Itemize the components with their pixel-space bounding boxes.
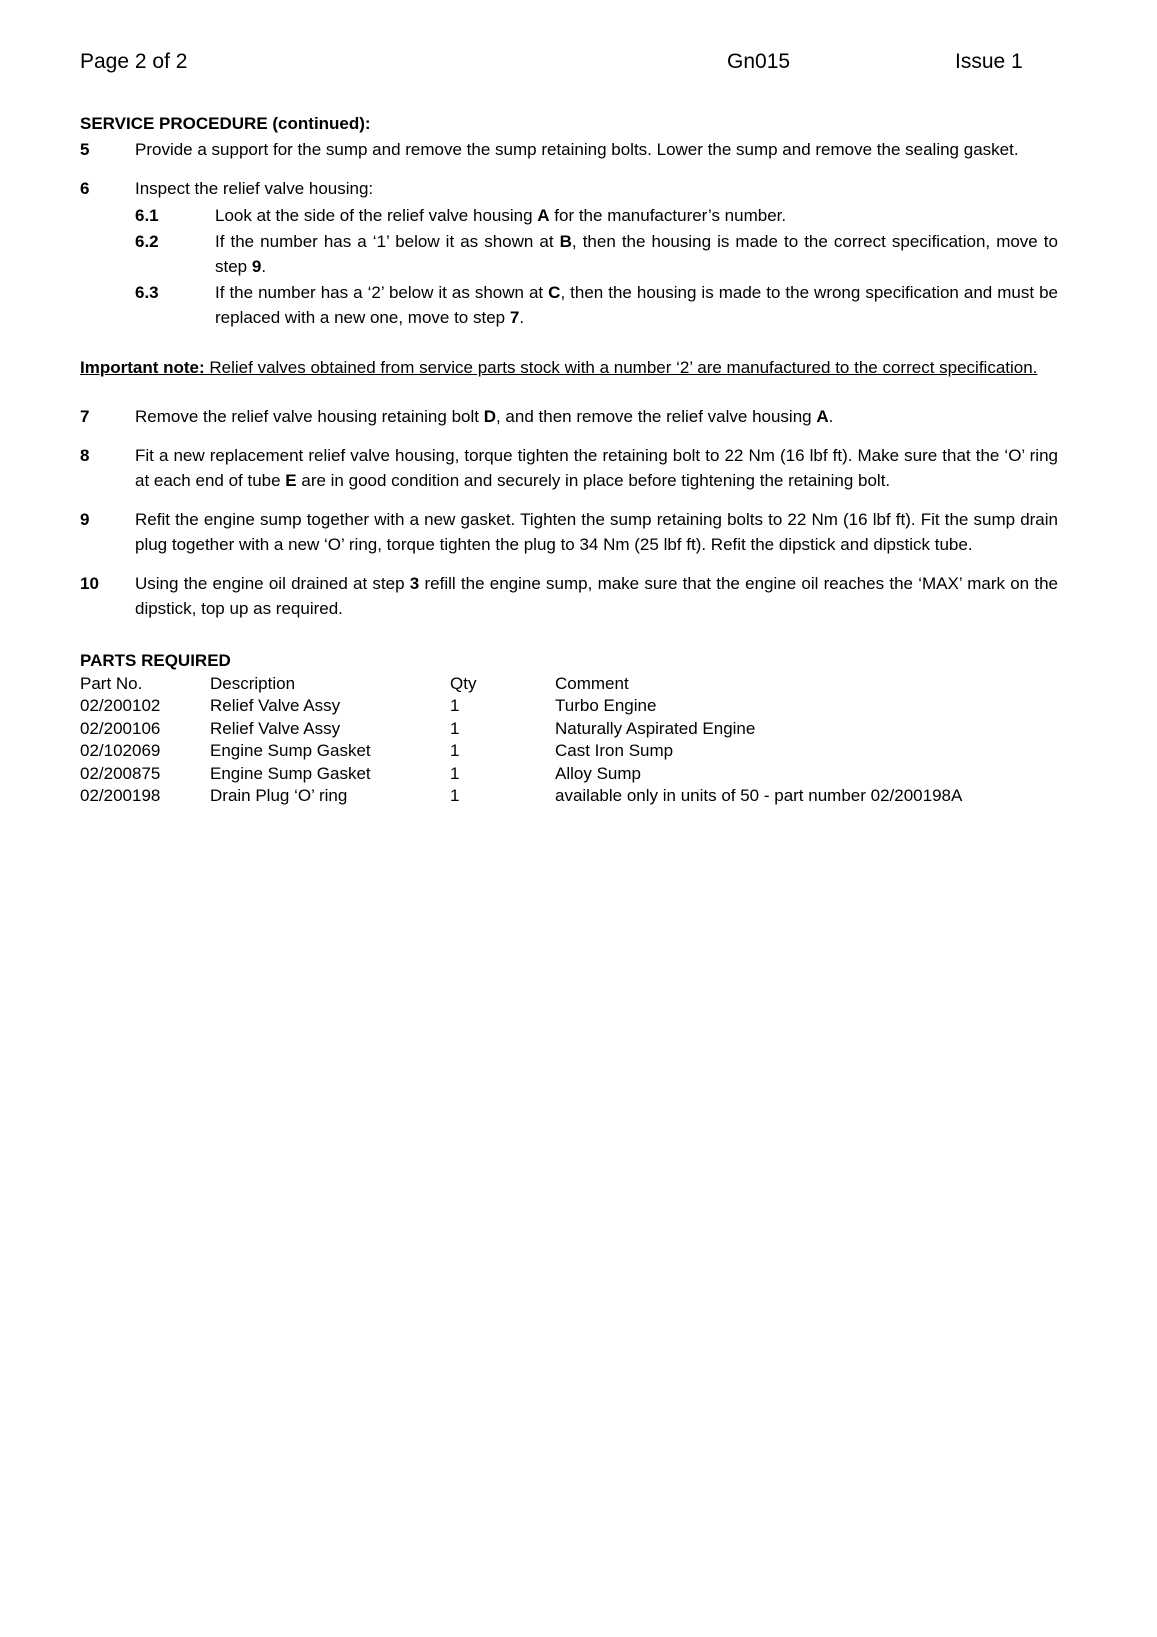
cell-part-no: 02/200106: [80, 718, 161, 738]
procedure-step-8: [80, 443, 1058, 494]
component-ref-d: D: [483, 407, 496, 426]
cell-qty: 1: [450, 741, 460, 760]
step-text: [135, 571, 1058, 622]
cell-part-no: 02/200102: [80, 696, 161, 715]
component-ref-a: A: [537, 206, 550, 225]
procedure-step-6: [80, 176, 1058, 202]
step-text-before: Remove the relief valve housing retaining bolt: [135, 407, 484, 426]
substep-text-before: If the number has a ‘1’ below it as shown at: [215, 231, 560, 251]
table-row: [80, 785, 1058, 808]
cell-qty: 1: [450, 696, 460, 715]
cell-qty: 1: [450, 786, 460, 805]
procedure-substep-6-3: [80, 280, 1058, 331]
cell-description: Relief Valve Assy: [210, 718, 341, 738]
step-number: 9: [80, 509, 90, 529]
cell-comment: Cast Iron Sump: [555, 741, 674, 760]
issue-label: Issue 1: [955, 50, 1023, 73]
procedure-substep-6-2: [80, 229, 1058, 280]
column-header-comment: Comment: [555, 673, 629, 693]
procedure-step-9: [80, 507, 1058, 558]
step-number: 8: [80, 445, 90, 465]
page-header: [80, 48, 1058, 78]
document-code-label: Gn015: [727, 50, 791, 73]
substep-text-after: for the manufacturer’s number.: [549, 206, 787, 225]
document-body: [80, 112, 1058, 808]
step-text: [135, 443, 1058, 494]
cell-qty: 1: [450, 763, 460, 783]
cell-description: Engine Sump Gasket: [210, 741, 371, 760]
important-note-label: Important note:: [80, 357, 205, 377]
cell-part-no: 02/200198: [80, 786, 161, 805]
cell-description: Drain Plug ‘O’ ring: [210, 786, 348, 805]
table-row: [80, 718, 1058, 741]
component-ref-e: E: [285, 471, 297, 490]
parts-required-heading: PARTS REQUIRED: [80, 650, 231, 670]
component-ref-b: B: [559, 231, 572, 251]
procedure-step-10: [80, 571, 1058, 622]
column-header-part-no: Part No.: [80, 673, 143, 693]
step-text-after: .: [828, 407, 834, 426]
substep-text-mid: , then the housing is made to the correct specification, move to step: [215, 231, 1058, 276]
step-ref-9: 9: [251, 257, 262, 276]
procedure-substep-6-1: [80, 203, 1058, 229]
step-number: 7: [80, 407, 90, 426]
table-row: [80, 695, 1058, 718]
substep-text-mid: , then the housing is made to the wrong specification and must be replaced with a new one, move to step: [215, 282, 1059, 327]
substep-text-before: Look at the side of the relief valve housing: [215, 206, 538, 225]
cell-comment: Alloy Sump: [555, 763, 641, 783]
substep-number: 6.2: [135, 231, 159, 251]
step-text: Inspect the relief valve housing:: [135, 178, 374, 198]
step-number: 6: [80, 178, 90, 198]
procedure-step-5: [80, 137, 1058, 163]
important-note-text: Relief valves obtained from service parts stock with a number ‘2’ are manufactured to the correct specification.: [204, 357, 1038, 377]
column-header-qty: Qty: [450, 673, 477, 693]
table-header-row: [80, 673, 1058, 696]
substep-text-before: If the number has a ‘2’ below it as shown at: [215, 282, 549, 302]
substep-number: 6.3: [135, 282, 159, 302]
table-row: [80, 763, 1058, 786]
cell-comment: available only in units of 50 - part number 02/200198A: [555, 786, 963, 805]
cell-description: Engine Sump Gasket: [210, 763, 371, 783]
substep-text-after: .: [261, 257, 267, 276]
step-ref-3: 3: [409, 573, 420, 593]
step-text: Provide a support for the sump and remove the sump retaining bolts. Lower the sump and remove the sealing gasket.: [135, 140, 1019, 159]
component-ref-a: A: [816, 407, 829, 426]
step-text: [135, 404, 1058, 430]
step-text-after: are in good condition and securely in place before tightening the retaining bolt.: [296, 471, 891, 490]
step-text-before: Fit a new replacement relief valve housing, torque tighten the retaining bolt to 22 Nm (16 lbf ft). Make sure that the ‘O’ ring at each end of tube: [135, 445, 1058, 490]
component-ref-c: C: [548, 282, 561, 302]
column-header-description: Description: [210, 673, 296, 693]
step-text-before: Using the engine oil drained at step: [135, 573, 410, 593]
step-text-mid: , and then remove the relief valve housing: [495, 407, 817, 426]
parts-required-table: [80, 673, 1058, 808]
step-number: 5: [80, 140, 90, 159]
substep-number: 6.1: [135, 206, 159, 225]
step-ref-7: 7: [509, 308, 520, 327]
service-procedure-heading: SERVICE PROCEDURE (continued):: [80, 114, 371, 133]
procedure-step-7: [80, 404, 1058, 430]
page-number-label: Page 2 of 2: [80, 50, 188, 73]
table-row: [80, 740, 1058, 763]
substep-text-after: .: [519, 308, 525, 327]
cell-description: Relief Valve Assy: [210, 696, 341, 715]
step-text-after: refill the engine sump, make sure that the engine oil reaches the ‘MAX’ mark on the dipstick, top up as required.: [135, 573, 1058, 618]
cell-qty: 1: [450, 718, 460, 738]
cell-part-no: 02/102069: [80, 741, 161, 760]
cell-part-no: 02/200875: [80, 763, 161, 783]
cell-comment: Naturally Aspirated Engine: [555, 718, 756, 738]
step-number: 10: [80, 573, 99, 593]
step-text: Refit the engine sump together with a new gasket. Tighten the sump retaining bolts to 22 Nm (16 lbf ft). Fit the sump drain plug together with a new ‘O’ ring, torque tighten the plug to 34 Nm (25 lbf ft). Refit the dipstick and dipstick tube.: [135, 509, 1058, 554]
cell-comment: Turbo Engine: [555, 696, 657, 715]
important-note: [80, 355, 1058, 381]
